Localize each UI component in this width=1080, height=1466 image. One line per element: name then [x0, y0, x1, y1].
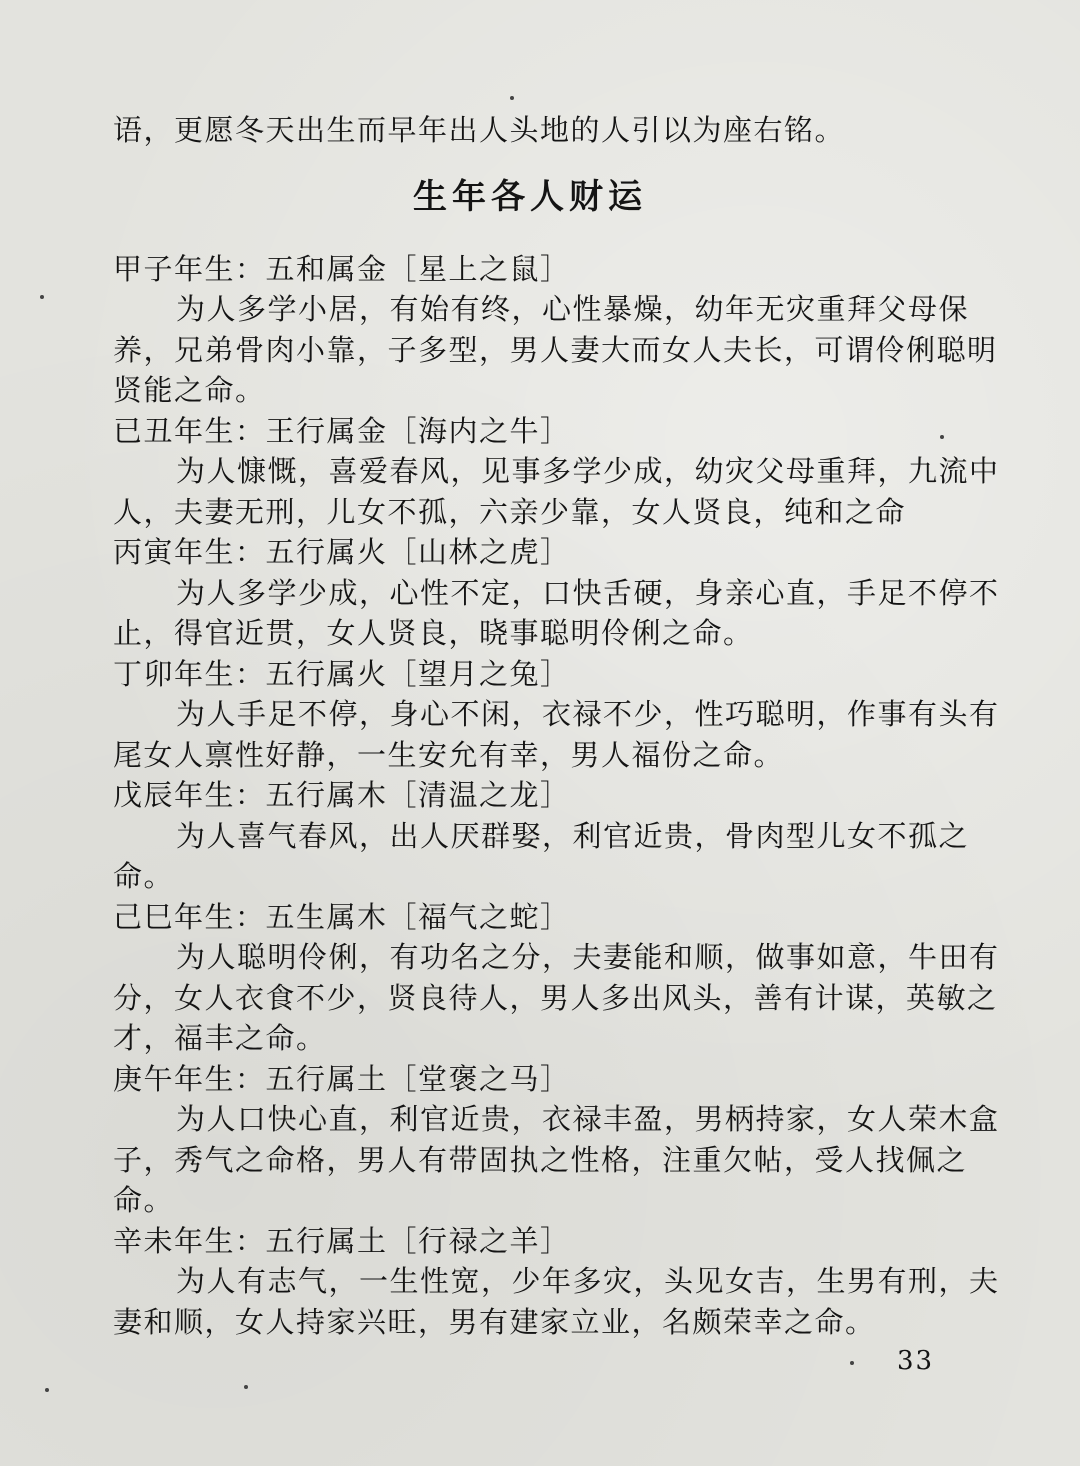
entry-heading: 丙寅年生：五行属火［山林之虎］ — [113, 535, 571, 569]
entry-heading: 丁卯年生：五行属火［望月之兔］ — [113, 656, 571, 691]
entry-heading: 甲子年生：五和属金［星上之鼠］ — [113, 251, 571, 286]
entry-line: 尾女人禀性好静，一生安允有幸，男人福份之命。 — [113, 737, 785, 772]
entry-jisi — [113, 897, 1000, 1059]
entry-line: 命。 — [113, 1183, 175, 1217]
entry-line: 子，秀气之命格，男人有带固执之性格，注重欠帖，受人找佩之 — [113, 1142, 968, 1177]
entry-heading: 已丑年生：王行属金［海内之牛］ — [113, 413, 571, 448]
entry-line: 分，女人衣食不少，贤良待人，男人多出风头，善有计谋，英敏之 — [113, 980, 998, 1015]
entry-yichou — [113, 411, 1000, 533]
print-speck — [850, 1361, 854, 1365]
entry-line: 止，得官近贯，女人贤良，晓事聪明伶俐之命。 — [113, 616, 754, 650]
entry-line: 为人口快心直，利官近贵，衣禄丰盈，男柄持家，女人荣木盒 — [176, 1102, 1000, 1136]
print-speck — [510, 96, 514, 100]
print-speck — [45, 1388, 49, 1392]
entry-heading: 己巳年生：五生属木［福气之蛇］ — [113, 899, 571, 934]
page-content — [113, 110, 1000, 1342]
print-speck — [244, 1385, 248, 1389]
entry-line: 才，福丰之命。 — [113, 1021, 327, 1055]
entry-line: 为人手足不停，身心不闲，衣禄不少，性巧聪明，作事有头有 — [176, 697, 1000, 731]
print-speck — [940, 435, 944, 439]
entry-line: 为人喜气春风，出人厌群娶，利官近贵，骨肉型儿女不孤之 — [176, 818, 970, 853]
entry-line: 命。 — [113, 859, 175, 893]
opening-line: 语，更愿冬天出生而早年出人头地的人引以为座右铭。 — [113, 113, 846, 147]
entry-wuchen — [113, 775, 973, 897]
entry-line: 养，兄弟骨肉小靠，子多型，男人妻大而女人夫长，可谓伶俐聪明 — [113, 332, 998, 367]
entry-line: 为人多学小居，有始有终，心性暴燥，幼年无灾重拜父母保 — [176, 292, 970, 326]
entry-heading: 辛未年生：五行属土［行禄之羊］ — [113, 1223, 571, 1258]
entry-bingyin — [113, 532, 1000, 654]
entry-line: 为人有志气，一生性宽，少年多灾，头见女吉，生男有刑，夫 — [176, 1264, 1000, 1298]
section-title: 生年各人财运 — [413, 176, 647, 217]
entry-line: 为人慷慨，喜爱春风，见事多学少成，幼灾父母重拜，九流中 — [176, 454, 1000, 488]
entry-xinwei — [113, 1221, 1000, 1343]
entry-line: 为人多学少成，心性不定，口快舌硬，身亲心直，手足不停不 — [176, 575, 1000, 610]
entry-jiazi — [113, 249, 998, 411]
entry-line: 人，夫妻无刑，儿女不孤，六亲少靠，女人贤良，纯和之命 — [113, 494, 907, 529]
print-speck — [40, 295, 44, 299]
entry-line: 妻和顺，女人持家兴旺，男有建家立业，名颇荣幸之命。 — [113, 1304, 876, 1339]
entry-dingmao — [113, 654, 1000, 776]
entry-heading: 戊辰年生：五行属木［清温之龙］ — [113, 778, 571, 812]
entry-gengwu — [113, 1059, 1000, 1221]
page-number: 33 — [897, 1346, 935, 1376]
entry-line: 为人聪明伶俐，有功名之分，夫妻能和顺，做事如意，牛田有 — [176, 940, 1000, 974]
entry-heading: 庚午年生：五行属土［堂褒之马］ — [113, 1061, 571, 1096]
entry-line: 贤能之命。 — [113, 373, 266, 407]
